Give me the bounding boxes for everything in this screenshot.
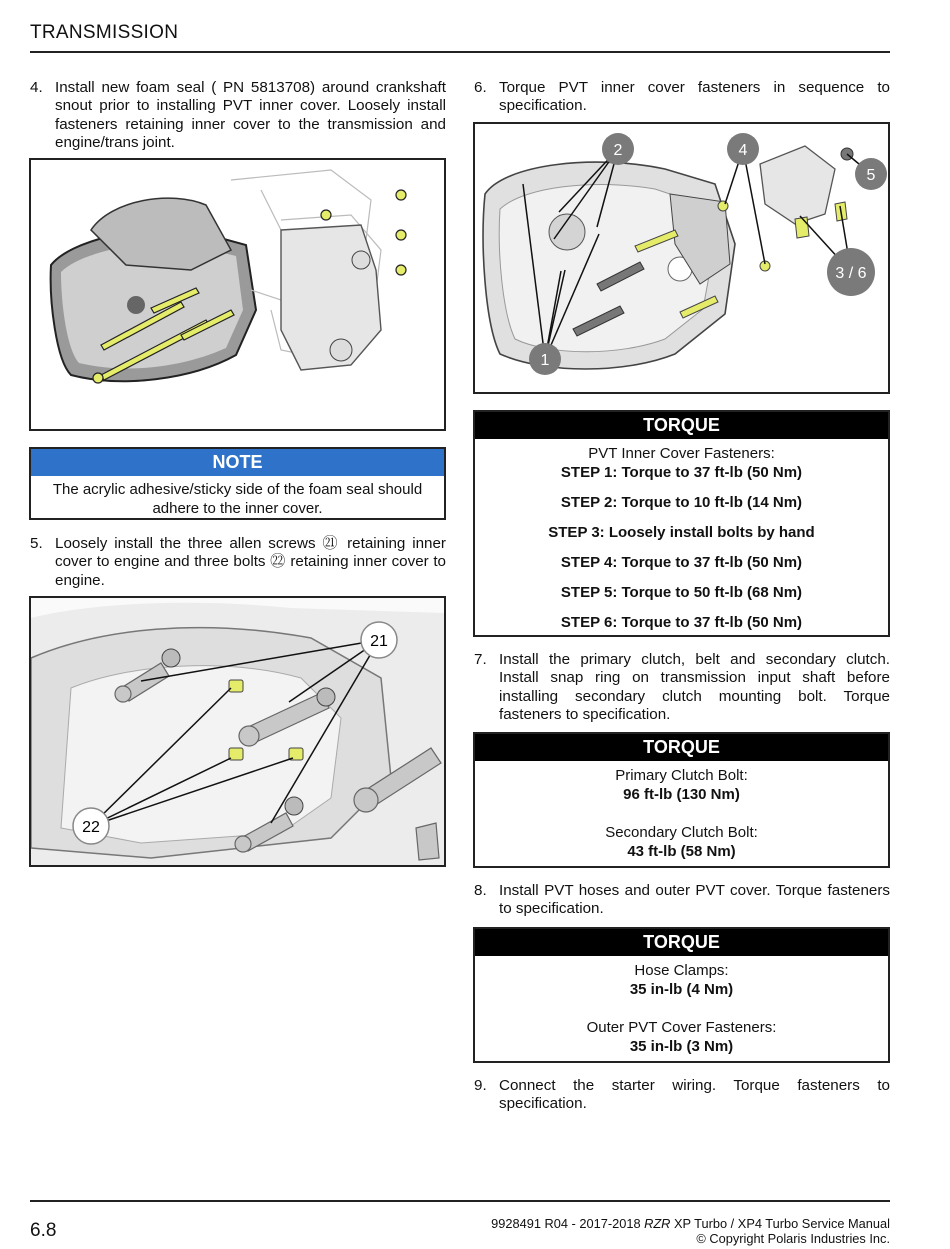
step-number: 9.	[474, 1077, 487, 1094]
step-4	[30, 79, 446, 152]
torque-label: Outer PVT Cover Fasteners:	[586, 1019, 777, 1036]
step-number: 5.	[30, 535, 43, 552]
step-5	[30, 535, 446, 590]
torque-step: STEP 1: Torque to 37 ft-lb (50 Nm)	[560, 464, 803, 481]
torque-box-pvt-cover	[473, 927, 890, 1063]
callout-5-label: 5	[866, 167, 876, 184]
step-number: 4.	[30, 79, 43, 96]
torque-sequence-illustration	[475, 124, 888, 392]
torque-value: 43 ft-lb (58 Nm)	[627, 843, 736, 860]
manual-title-model: RZR	[644, 1216, 671, 1231]
step-6	[474, 79, 890, 116]
note-text: The acrylic adhesive/sticky side of the foam seal should adhere to the inner cover.	[52, 481, 423, 517]
torque-value: 35 in-lb (3 Nm)	[629, 1038, 734, 1055]
step-text: Loosely install the three allen screws ㉑ retaining inner cover to engine and three bolts ㉒ retaining inner cover to engine.	[55, 535, 446, 589]
manual-title-pre: 9928491 R04 - 2017-2018	[491, 1216, 645, 1231]
torque-step: STEP 4: Torque to 37 ft-lb (50 Nm)	[560, 554, 803, 571]
torque-value: 96 ft-lb (130 Nm)	[623, 786, 740, 803]
torque-label: Hose Clamps:	[634, 962, 729, 979]
note-title: NOTE	[31, 449, 444, 476]
header-rule	[30, 51, 890, 53]
step-text: Torque PVT inner cover fasteners in sequence to specification.	[499, 79, 890, 115]
step-9	[474, 1077, 890, 1114]
note-box	[29, 447, 446, 520]
torque-box-clutch	[473, 732, 890, 868]
step-text: Connect the starter wiring. Torque fasteners to specification.	[499, 1077, 890, 1113]
figure-torque-sequence	[473, 122, 890, 394]
page-number: 6.8	[30, 1220, 57, 1241]
callout-3-6-label: 3 / 6	[835, 265, 867, 282]
callout-21-label: 21	[370, 633, 388, 650]
copyright: © Copyright Polaris Industries Inc.	[696, 1230, 890, 1246]
step-text: Install PVT hoses and outer PVT cover. Torque fasteners to specification.	[499, 882, 890, 918]
torque-box-inner-cover	[473, 410, 890, 637]
figure-allen-screws-bolts	[29, 596, 446, 867]
step-text: Install the primary clutch, belt and secondary clutch. Install snap ring on transmission input shaft before installing secondary clutch mounting bolt. Torque fasteners to specification.	[499, 651, 890, 723]
page-header-title: TRANSMISSION	[30, 22, 179, 43]
step-8	[474, 882, 890, 919]
step-number: 6.	[474, 79, 487, 96]
torque-step: STEP 2: Torque to 10 ft-lb (14 Nm)	[560, 494, 803, 511]
step-number: 7.	[474, 651, 487, 668]
footer-rule	[30, 1200, 890, 1202]
torque-label: Secondary Clutch Bolt:	[605, 824, 758, 841]
callout-4-label: 4	[738, 142, 748, 159]
callout-2-label: 2	[613, 142, 623, 159]
torque-step: STEP 3: Loosely install bolts by hand	[548, 524, 815, 541]
figure-foam-seal-inner-cover	[29, 158, 446, 431]
torque-title: TORQUE	[475, 412, 888, 439]
torque-label: PVT Inner Cover Fasteners:	[588, 445, 775, 462]
callout-22-label: 22	[82, 819, 100, 836]
step-number: 8.	[474, 882, 487, 899]
torque-step: STEP 5: Torque to 50 ft-lb (68 Nm)	[560, 584, 803, 601]
torque-title: TORQUE	[475, 734, 888, 761]
manual-title-post: XP Turbo / XP4 Turbo Service Manual	[670, 1216, 890, 1231]
torque-step: STEP 6: Torque to 37 ft-lb (50 Nm)	[560, 614, 803, 631]
torque-value: 35 in-lb (4 Nm)	[629, 981, 734, 998]
torque-title: TORQUE	[475, 929, 888, 956]
callout-1-label: 1	[540, 352, 550, 369]
torque-label: Primary Clutch Bolt:	[615, 767, 748, 784]
manual-title	[491, 1217, 890, 1232]
foam-seal-illustration	[31, 160, 444, 429]
step-text: Install new foam seal ( PN 5813708) around crankshaft snout prior to installing PVT inner cover. Loosely install fasteners retaining inner cover to the transmission and engine/trans joint.	[55, 79, 446, 151]
footer-manual-info	[491, 1217, 890, 1246]
step-7	[474, 651, 890, 724]
screws-bolts-illustration	[31, 598, 444, 865]
